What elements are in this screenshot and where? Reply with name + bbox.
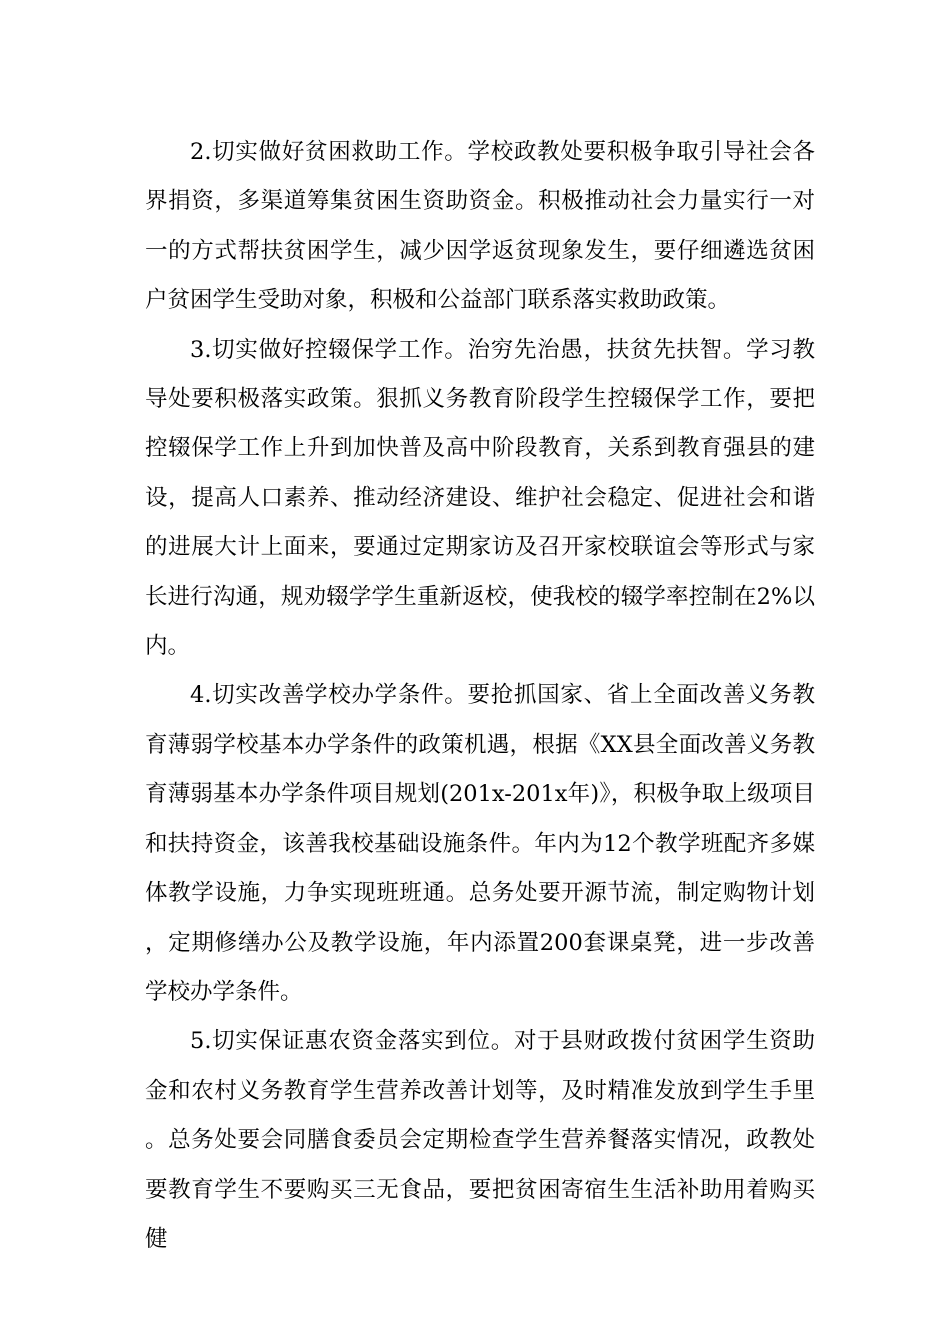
document-body (145, 128, 815, 1264)
paragraph-poverty-relief: 2.切实做好贫困救助工作。学校政教处要积极争取引导社会各界捐资，多渠道筹集贫困生资助资金。积极推动社会力量实行一对一的方式帮扶贫困学生，减少因学返贫现象发生，要仔细遴选贫困户贫困学生受助对象，积极和公益部门联系落实救助政策。 (145, 139, 815, 314)
paragraph-dropout-control: 3.切实做好控辍保学工作。治穷先治愚，扶贫先扶智。学习教导处要积极落实政策。狠抓义务教育阶段学生控辍保学工作，要把控辍保学工作上升到加快普及高中阶段教育，关系到教育强县的建设，提高人口素养、推动经济建设、维护社会稳定、促进社会和谐的进展大计上面来，要通过定期家访及召开家校联谊会等形式与家长进行沟通，规劝辍学学生重新返校，使我校的辍学率控制在2%以内。 (145, 336, 815, 660)
paragraph-school-conditions: 4.切实改善学校办学条件。要抢抓国家、省上全面改善义务教育薄弱学校基本办学条件的政策机遇，根据《XX县全面改善义务教育薄弱基本办学条件项目规划(201x-201x年)》，积极争取上级项目和扶持资金，该善我校基础设施条件。年内为12个教学班配齐多媒体教学设施，力争实现班班通。总务处要开源节流，制定购物计划，定期修缮办公及教学设施，年内添置200套课桌凳，进一步改善学校办学条件。 (145, 682, 815, 1005)
paragraph-subsidy-funds: 5.切实保证惠农资金落实到位。对于县财政拨付贫困学生资助金和农村义务教育学生营养改善计划等，及时精准发放到学生手里。总务处要会同膳食委员会定期检查学生营养餐落实情况，政教处要教育学生不要购买三无食品，要把贫困寄宿生生活补助用着购买健 (145, 1028, 815, 1252)
